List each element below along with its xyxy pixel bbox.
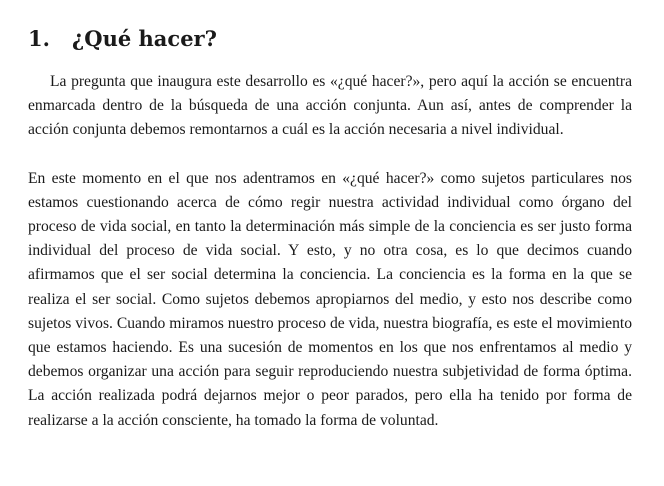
section-heading [28,22,632,56]
document-page [28,22,632,433]
paragraph-body: En este momento en el que nos adentramos en «¿qué hacer?» como sujetos particulares nos estamos cuestionando acerca de cómo regir nuestra actividad individual como órgano del proceso de vida social, en tanto la determinación más simple de la conciencia es ser justo forma individual del proceso de vida social. Y esto, y no otra cosa, es lo que decimos cuando afirmamos que el ser social determina la conciencia. La conciencia es la forma en la que se realiza el ser social. Como sujetos debemos apropiarnos del medio, y esto nos describe como sujetos vivos. Cuando miramos nuestro proceso de vida, nuestra biografía, es este el movimiento que estamos haciendo. Es una sucesión de momentos en los que nos enfrentamos al medio y debemos organizar una acción para seguir reproduciendo nuestra subjetividad de forma óptima. La acción realizada podrá dejarnos mejor o peor parados, pero ella ha tenido por forma de realizarse a la acción consciente, ha tomado la forma de voluntad. [28,169,632,429]
section-number: 1. [28,26,50,51]
paragraph-intro: La pregunta que inaugura este desarrollo es «¿qué hacer?», pero aquí la acción se encuentra enmarcada dentro de la búsqueda de una acción conjunta. Aun así, antes de comprender la acción conjunta debemos remontarnos a cuál es la acción necesaria a nivel individual. [28,73,632,139]
section-title: ¿Qué hacer? [72,26,217,51]
